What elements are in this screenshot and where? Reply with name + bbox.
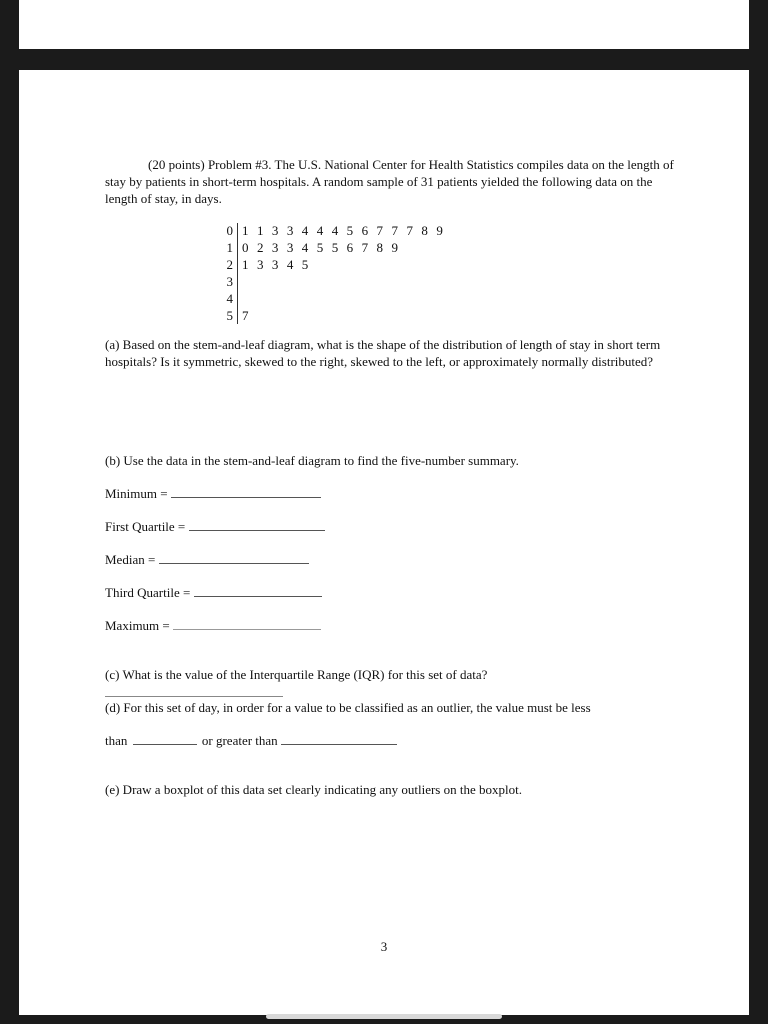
stem-value: 2 — [226, 257, 233, 272]
home-indicator[interactable] — [266, 1014, 502, 1019]
maximum-line — [105, 617, 321, 634]
part-a-question: (a) Based on the stem-and-leaf diagram, what is the shape of the distribution of length of stay in short term hospitals? Is it symmetric, skewed to the right, skewed to the left, or approximately normally distributed? — [105, 337, 661, 369]
previous-page-bottom — [19, 0, 749, 49]
leaf-values: 7 — [242, 308, 252, 323]
first-quartile-label: First Quartile = — [105, 519, 186, 534]
stem-leaf-divider — [237, 223, 238, 324]
problem-intro — [105, 156, 675, 207]
first-quartile-answer-blank[interactable] — [189, 518, 325, 531]
iqr-answer-blank[interactable] — [105, 696, 283, 697]
lower-fence-blank[interactable] — [133, 732, 197, 745]
or-greater-than-label: or greater than — [201, 733, 278, 748]
minimum-answer-blank[interactable] — [171, 485, 321, 498]
third-quartile-line — [105, 584, 322, 601]
minimum-label: Minimum = — [105, 486, 168, 501]
maximum-answer-blank[interactable] — [173, 617, 321, 630]
part-c-question: (c) What is the value of the Interquartile Range (IQR) for this set of data? — [105, 667, 488, 682]
document-page — [19, 70, 749, 1015]
upper-fence-blank[interactable] — [281, 732, 397, 745]
first-quartile-line — [105, 518, 325, 535]
part-b-question: (b) Use the data in the stem-and-leaf diagram to find the five-number summary. — [105, 453, 519, 468]
part-e-question: (e) Draw a boxplot of this data set clearly indicating any outliers on the boxplot. — [105, 782, 522, 797]
than-label: than — [105, 733, 128, 748]
maximum-label: Maximum = — [105, 618, 170, 633]
stem-value: 5 — [226, 308, 233, 323]
stem-value: 1 — [226, 240, 233, 255]
page-number: 3 — [380, 939, 388, 954]
outlier-bounds-line — [105, 732, 397, 749]
third-quartile-answer-blank[interactable] — [194, 584, 322, 597]
problem-intro-text: (20 points) Problem #3. The U.S. National Center for Health Statistics compiles data on the length of stay by patients in short-term hospitals. A random sample of 31 patients yielded the following data on the length of stay, in days. — [105, 157, 674, 206]
part-d-question: (d) For this set of day, in order for a value to be classified as an outlier, the value must be less — [105, 700, 591, 715]
stem-value: 3 — [226, 274, 233, 289]
median-answer-blank[interactable] — [159, 551, 309, 564]
leaf-values: 1 1 3 3 4 4 4 5 6 7 7 7 8 9 — [242, 223, 446, 238]
minimum-line — [105, 485, 321, 502]
third-quartile-label: Third Quartile = — [105, 585, 191, 600]
median-label: Median = — [105, 552, 156, 567]
stem-value: 0 — [226, 223, 233, 238]
median-line — [105, 551, 309, 568]
stem-value: 4 — [226, 291, 233, 306]
leaf-values: 1 3 3 4 5 — [242, 257, 311, 272]
leaf-values: 0 2 3 3 4 5 5 6 7 8 9 — [242, 240, 401, 255]
